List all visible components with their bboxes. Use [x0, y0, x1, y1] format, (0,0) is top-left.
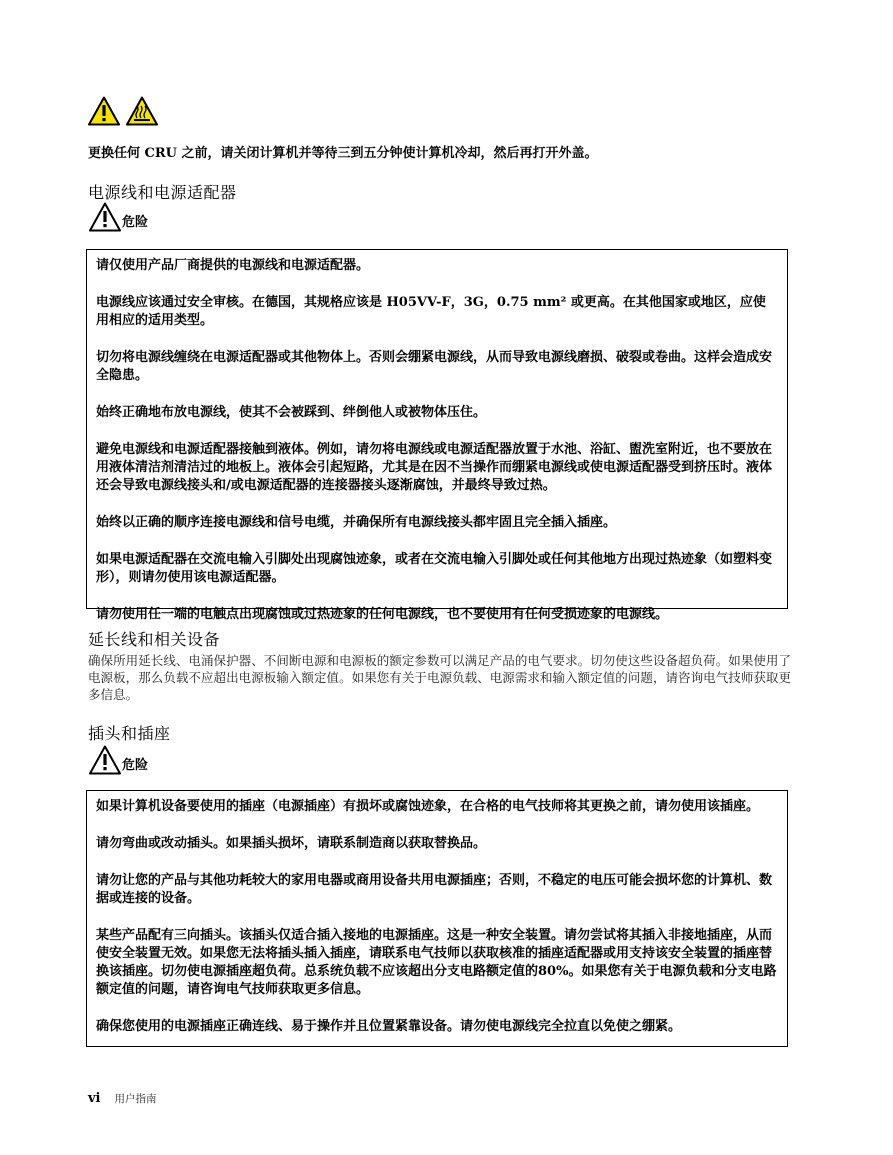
danger-paragraph: 如果电源适配器在交流电输入引脚处出现腐蚀迹象，或者在交流电输入引脚处或任何其他地方出现过热迹象（如塑料变形），则请勿使用该电源适配器。	[96, 552, 773, 585]
danger-paragraph: 请仅使用产品厂商提供的电源线和电源适配器。	[96, 258, 370, 273]
danger-paragraph: 请勿弯曲或改动插头。如果插头损坏，请联系制造商以获取替换品。	[96, 836, 487, 851]
power-cords-heading: 电源线和电源适配器	[88, 183, 237, 202]
document-title: 用户指南	[114, 1093, 157, 1105]
danger-label	[88, 202, 148, 232]
danger-paragraph: 如果计算机设备要使用的插座（电源插座）有损坏或腐蚀迹象，在合格的电气技师将其更换之前，请勿使用该插座。	[96, 799, 760, 814]
danger-text: 危险	[122, 758, 149, 773]
danger-paragraph: 请勿让您的产品与其他功耗较大的家用电器或商用设备共用电源插座；否则，不稳定的电压可能会损坏您的计算机、数据或连接的设备。	[96, 873, 773, 906]
plugs-danger-box	[86, 790, 788, 1047]
danger-text: 危险	[122, 215, 149, 230]
page-number: vi	[88, 1091, 101, 1106]
danger-paragraph: 始终以正确的顺序连接电源线和信号电缆，并确保所有电源线接头都牢固且完全插入插座。	[96, 515, 617, 530]
danger-paragraph: 切勿将电源线缠绕在电源适配器或其他物体上。否则会绷紧电源线，从而导致电源线磨损、破裂或卷曲。这样会造成安全隐患。	[96, 350, 773, 383]
warning-triangle-icon	[88, 96, 120, 126]
extension-cords-text: 确保所用延长线、电涌保护器、不间断电源和电源板的额定参数可以满足产品的电气要求。切勿使这些设备超负荷。如果使用了电源板，那么负载不应超出电源板输入额定值。如果您有关于电源负载、电源需求和输入额定值的问题，请咨询电气技师获取更多信息。	[88, 653, 791, 702]
danger-paragraph: 请勿使用任一端的电触点出现腐蚀或过热迹象的任何电源线，也不要使用有任何受损迹象的电源线。	[96, 607, 669, 622]
power-cords-danger-box	[86, 249, 788, 622]
danger-paragraph: 确保您使用的电源插座正确连线、易于操作并且位置紧靠设备。请勿使电源线完全拉直以免使之绷紧。	[96, 1019, 682, 1034]
danger-label	[88, 745, 148, 775]
extension-cords-heading: 延长线和相关设备	[88, 630, 221, 649]
danger-paragraph: 某些产品配有三向插头。该插头仅适合插入接地的电源插座。这是一种安全装置。请勿尝试将其插入非接地插座，从而使安全装置无效。如果您无法将插头插入插座，请联系电气技师以获取核准的插座适配器或用支持该安全装置的插座替换该插座。切勿使电源插座超负荷。总系统负载不应该超出分支电路额定值的80%。如果您有关于电源负载和分支电路额定值的问题，请咨询电气技师获取更多信息。	[96, 928, 777, 997]
cru-warning-note: 更换任何 CRU 之前，请关闭计算机并等待三到五分钟使计算机冷却，然后再打开外盖。	[88, 146, 598, 161]
danger-paragraph: 避免电源线和电源适配器接触到液体。例如，请勿将电源线或电源适配器放置于水池、浴缸、盥洗室附近，也不要放在用液体清洁剂清洁过的地板上。液体会引起短路，尤其是在因不当操作而绷紧电源线或使电源适配器受到挤压时。液体还会导致电源线接头和/或电源适配器的连接器接头逐渐腐蚀，并最终导致过热。	[96, 442, 773, 493]
page-footer	[88, 1091, 157, 1106]
plugs-heading: 插头和插座	[88, 724, 171, 743]
warning-icons	[88, 96, 158, 126]
danger-paragraph: 始终正确地布放电源线，使其不会被踩到、绊倒他人或被物体压住。	[96, 405, 487, 420]
danger-warning-icon	[88, 202, 122, 232]
danger-warning-icon	[88, 745, 122, 775]
danger-paragraph: 电源线应该通过安全审核。在德国，其规格应该是 H05VV-F，3G，0.75 mm² 或更高。在其他国家或地区，应使用相应的适用类型。	[96, 295, 766, 328]
hot-surface-icon	[126, 96, 158, 126]
